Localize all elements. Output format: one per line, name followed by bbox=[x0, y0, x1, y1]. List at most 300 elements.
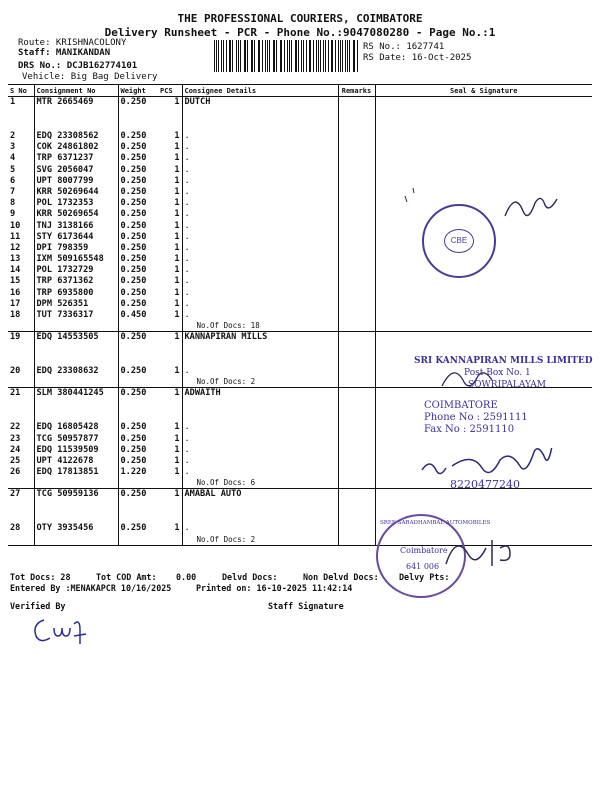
row-consignment: POL 1732729 bbox=[34, 265, 118, 276]
row-sno: 3 bbox=[10, 142, 16, 153]
row-sno: 26 bbox=[10, 467, 21, 478]
docs-count-row bbox=[8, 321, 592, 332]
row-remarks bbox=[338, 445, 375, 456]
row-remarks bbox=[338, 467, 375, 478]
row-consignee: . bbox=[182, 232, 338, 243]
delivery-points: Delvy Pts: bbox=[399, 572, 450, 582]
row-consignment: TRP 6371362 bbox=[34, 276, 118, 287]
route-label: Route: KRISHNACOLONY bbox=[18, 38, 127, 48]
row-consignment: EDQ 16805428 bbox=[34, 422, 118, 433]
row-pcs: 1 bbox=[174, 310, 180, 320]
spacer bbox=[158, 344, 182, 366]
row-seal-signature bbox=[375, 288, 592, 299]
row-weight: 0.250 bbox=[118, 299, 158, 310]
row-pcs: 1 bbox=[174, 164, 180, 175]
spacer bbox=[34, 109, 118, 131]
total-cod-label: Tot COD Amt: bbox=[96, 572, 157, 582]
spacer bbox=[375, 109, 592, 131]
spacer bbox=[118, 344, 158, 366]
docs-count: No.Of Docs: 18 bbox=[182, 321, 338, 332]
row-sno: 4 bbox=[10, 153, 16, 164]
row-weight: 0.250 bbox=[118, 265, 158, 276]
amabal-signature bbox=[440, 528, 530, 578]
printed-on: Printed on: 16-10-2025 11:42:14 bbox=[196, 583, 353, 593]
barcode-bar bbox=[331, 40, 332, 72]
row-remarks bbox=[338, 243, 375, 254]
row-consignee: . bbox=[182, 265, 338, 276]
row-remarks bbox=[338, 198, 375, 209]
barcode-bar bbox=[303, 40, 304, 72]
spacer bbox=[118, 478, 158, 489]
barcode-bar bbox=[254, 40, 255, 72]
row-sno: 2 bbox=[10, 131, 16, 141]
row-weight: 0.250 bbox=[118, 288, 158, 299]
total-docs: Tot Docs: 28 bbox=[10, 572, 71, 582]
row-weight: 0.250 bbox=[118, 176, 158, 187]
row-seal-signature bbox=[375, 310, 592, 321]
spacer bbox=[118, 109, 158, 131]
row-sno: 13 bbox=[10, 254, 21, 265]
row-consignee: . bbox=[182, 187, 338, 198]
row-remarks bbox=[338, 254, 375, 265]
row-consignment: UPT 4122678 bbox=[34, 456, 118, 467]
row-pcs: 1 bbox=[174, 175, 180, 186]
barcode-bar bbox=[301, 40, 302, 72]
table-row bbox=[8, 265, 592, 276]
spacer bbox=[182, 344, 338, 366]
barcode-bar bbox=[265, 40, 266, 72]
row-consignment: SVG 2056047 bbox=[34, 165, 118, 176]
row-remarks bbox=[338, 366, 375, 377]
amabal-seal-line: SREE SARADHAMBAL AUTOMOBILES bbox=[380, 520, 491, 526]
row-remarks bbox=[338, 422, 375, 433]
row-consignee: . bbox=[182, 288, 338, 299]
row-remarks bbox=[338, 187, 375, 198]
kannapiran-stamp-line: SRI KANNAPIRAN MILLS LIMITED bbox=[414, 356, 593, 366]
table-row bbox=[8, 131, 592, 142]
barcode-bar bbox=[247, 40, 248, 72]
company-name: THE PROFESSIONAL COURIERS, COIMBATORE bbox=[177, 12, 423, 25]
row-consignee: . bbox=[182, 131, 338, 142]
row-weight: 0.250 bbox=[118, 366, 158, 377]
table-row bbox=[8, 332, 592, 345]
row-remarks bbox=[338, 131, 375, 142]
table-row bbox=[8, 165, 592, 176]
row-consignment: SLM 380441245 bbox=[34, 388, 118, 401]
kannapiran-stamp-line: Phone No : 2591111 bbox=[424, 412, 528, 423]
row-remarks bbox=[338, 153, 375, 164]
spacer bbox=[158, 535, 182, 546]
row-pcs: 1 bbox=[174, 254, 180, 265]
row-sno: 17 bbox=[10, 298, 21, 309]
table-row bbox=[8, 254, 592, 265]
row-consignee: . bbox=[182, 310, 338, 321]
row-remarks bbox=[338, 434, 375, 445]
row-pcs: 1 bbox=[174, 220, 180, 231]
kannapiran-stamp bbox=[408, 356, 593, 448]
barcode-bar bbox=[269, 40, 270, 72]
row-sno: 8 bbox=[10, 198, 16, 209]
amabal-seal-line: 641 006 bbox=[406, 562, 440, 571]
row-weight: 1.220 bbox=[118, 467, 158, 478]
barcode-bar bbox=[232, 40, 233, 72]
barcode-bar bbox=[291, 40, 292, 72]
row-pcs: 1 bbox=[174, 198, 180, 209]
barcode-bar bbox=[357, 40, 358, 72]
row-weight: 0.250 bbox=[118, 209, 158, 220]
row-pcs: 1 bbox=[174, 209, 180, 220]
barcode-bar bbox=[310, 40, 311, 72]
docs-count: No.Of Docs: 6 bbox=[182, 478, 338, 489]
spacer bbox=[34, 377, 118, 388]
row-sno: 19 bbox=[8, 332, 34, 345]
spacer bbox=[34, 400, 118, 422]
row-pcs: 1 bbox=[158, 97, 182, 110]
col-pcs: PCS bbox=[158, 85, 182, 97]
spacer bbox=[158, 501, 182, 523]
row-consignment: TUT 7336317 bbox=[34, 310, 118, 321]
amabal-seal-line: Coimbatore bbox=[400, 546, 448, 555]
row-sno: 22 bbox=[10, 422, 21, 433]
row-consignee: . bbox=[182, 276, 338, 287]
row-sno: 16 bbox=[10, 287, 21, 298]
spacer bbox=[8, 400, 34, 422]
row-consignment: EDQ 23308562 bbox=[34, 131, 118, 142]
row-remarks bbox=[338, 388, 375, 401]
row-pcs: 1 bbox=[174, 523, 180, 534]
row-sno: 11 bbox=[10, 231, 21, 242]
rs-date: RS Date: 16-Oct-2025 bbox=[363, 53, 472, 63]
row-consignment: TCG 50959136 bbox=[34, 489, 118, 502]
row-consignee: . bbox=[182, 176, 338, 187]
barcode-bar bbox=[281, 40, 282, 72]
row-consignment: EDQ 11539509 bbox=[34, 445, 118, 456]
spacer bbox=[34, 501, 118, 523]
row-consignment: TRP 6371237 bbox=[34, 153, 118, 164]
row-remarks bbox=[338, 288, 375, 299]
row-remarks bbox=[338, 209, 375, 220]
dutch-signature bbox=[395, 186, 565, 246]
vehicle-label: Vehicle: Big Bag Delivery bbox=[22, 72, 158, 82]
spacer bbox=[34, 478, 118, 489]
docs-count: No.Of Docs: 2 bbox=[182, 535, 338, 546]
col-weight: Weight bbox=[118, 85, 158, 97]
runsheet-title: Delivery Runsheet - PCR - Phone No.:9047080280 - Page No.:1 bbox=[104, 26, 496, 39]
table-header bbox=[8, 85, 592, 97]
col-sno: S No bbox=[8, 85, 34, 97]
row-remarks bbox=[338, 97, 375, 110]
barcode-bar bbox=[221, 40, 222, 72]
row-pcs: 1 bbox=[174, 287, 180, 298]
col-remarks: Remarks bbox=[338, 85, 375, 97]
non-delivered-docs: Non Delvd Docs: bbox=[303, 572, 379, 582]
row-consignee: . bbox=[182, 254, 338, 265]
row-consignment: STY 6173644 bbox=[34, 232, 118, 243]
row-remarks bbox=[338, 221, 375, 232]
row-consignment: OTY 3935456 bbox=[34, 523, 118, 534]
spacer bbox=[118, 377, 158, 388]
row-sno: 23 bbox=[10, 433, 21, 444]
row-weight: 0.250 bbox=[118, 434, 158, 445]
row-consignee: . bbox=[182, 299, 338, 310]
row-consignment: EDQ 14553505 bbox=[34, 332, 118, 345]
spacer bbox=[8, 321, 34, 332]
row-consignment: MTR 2665469 bbox=[34, 97, 118, 110]
row-consignment: EDQ 23308632 bbox=[34, 366, 118, 377]
row-consignee: . bbox=[182, 243, 338, 254]
drs-number: DRS No.: DCJB162774101 bbox=[18, 61, 138, 71]
row-consignment: TCG 50957877 bbox=[34, 434, 118, 445]
spacer bbox=[338, 344, 375, 366]
spacer bbox=[158, 400, 182, 422]
row-seal-signature bbox=[375, 276, 592, 287]
spacer bbox=[8, 478, 34, 489]
row-pcs: 1 bbox=[174, 231, 180, 242]
staff-signature-label: Staff Signature bbox=[268, 601, 344, 611]
row-pcs: 1 bbox=[174, 186, 180, 197]
dutch-seal-text: CBE bbox=[444, 229, 474, 253]
row-remarks bbox=[338, 456, 375, 467]
row-remarks bbox=[338, 176, 375, 187]
row-weight: 0.250 bbox=[118, 97, 158, 110]
barcode-bar bbox=[318, 40, 319, 72]
spacer bbox=[118, 501, 158, 523]
kannapiran-stamp-line: Fax No : 2591110 bbox=[424, 424, 515, 435]
row-sno: 9 bbox=[10, 209, 16, 220]
spacer bbox=[158, 109, 182, 131]
spacer bbox=[182, 109, 338, 131]
verified-by-label: Verified By bbox=[10, 601, 66, 611]
adwaith-phone: 8220477240 bbox=[450, 478, 520, 491]
table-row-spacer bbox=[8, 501, 592, 523]
spacer bbox=[338, 501, 375, 523]
barcode-bar bbox=[332, 40, 333, 72]
row-pcs: 1 bbox=[158, 388, 182, 401]
spacer bbox=[34, 344, 118, 366]
spacer bbox=[182, 501, 338, 523]
row-seal-signature bbox=[375, 153, 592, 164]
row-sno: 15 bbox=[10, 276, 21, 287]
kannapiran-stamp-line: COIMBATORE bbox=[424, 400, 498, 411]
row-weight: 0.250 bbox=[118, 243, 158, 254]
row-pcs: 1 bbox=[174, 242, 180, 253]
row-weight: 0.250 bbox=[118, 332, 158, 345]
row-pcs: 1 bbox=[158, 489, 182, 502]
row-pcs: 1 bbox=[174, 444, 180, 455]
kannapiran-stamp-line: SOWRIPALAYAM bbox=[468, 380, 546, 390]
barcode-bar bbox=[258, 40, 259, 72]
spacer bbox=[118, 321, 158, 332]
row-remarks bbox=[338, 265, 375, 276]
rs-number: RS No.: 1627741 bbox=[363, 42, 445, 52]
row-sno: 20 bbox=[10, 366, 21, 377]
table-row bbox=[8, 288, 592, 299]
row-consignee: . bbox=[182, 422, 338, 433]
row-remarks bbox=[338, 165, 375, 176]
row-consignment: DPM 526351 bbox=[34, 299, 118, 310]
row-sno: 27 bbox=[8, 489, 34, 502]
entered-by: Entered By :MENAKAPCR 10/16/2025 bbox=[10, 583, 172, 593]
row-seal-signature bbox=[375, 97, 592, 110]
row-pcs: 1 bbox=[174, 422, 180, 433]
row-seal-signature bbox=[375, 332, 592, 345]
row-consignee: . bbox=[182, 434, 338, 445]
spacer bbox=[158, 478, 182, 489]
barcode-bar bbox=[347, 40, 348, 72]
row-consignment: TNJ 3138166 bbox=[34, 221, 118, 232]
col-consignee: Consignee Details bbox=[182, 85, 338, 97]
row-consignee: KANNAPIRAN MILLS bbox=[182, 332, 338, 345]
row-pcs: 1 bbox=[174, 276, 180, 287]
spacer bbox=[338, 321, 375, 332]
docs-count: No.Of Docs: 2 bbox=[182, 377, 338, 388]
row-pcs: 1 bbox=[174, 433, 180, 444]
table-row bbox=[8, 97, 592, 110]
spacer bbox=[375, 321, 592, 332]
row-sno: 24 bbox=[10, 444, 21, 455]
table-row-spacer bbox=[8, 109, 592, 131]
barcode-bar bbox=[240, 40, 241, 72]
row-consignment: UPT 8007799 bbox=[34, 176, 118, 187]
spacer bbox=[34, 321, 118, 332]
row-weight: 0.250 bbox=[118, 489, 158, 502]
row-remarks bbox=[338, 276, 375, 287]
row-consignee: . bbox=[182, 198, 338, 209]
row-remarks bbox=[338, 232, 375, 243]
barcode-bar bbox=[340, 40, 341, 72]
verifier-initials bbox=[30, 614, 90, 650]
row-pcs: 1 bbox=[174, 153, 180, 164]
row-sno: 21 bbox=[8, 388, 34, 401]
row-weight: 0.250 bbox=[118, 221, 158, 232]
total-cod-value: 0.00 bbox=[176, 572, 197, 582]
barcode-bar bbox=[349, 40, 350, 72]
row-pcs: 1 bbox=[174, 455, 180, 466]
row-consignee: . bbox=[182, 445, 338, 456]
barcode-bar bbox=[236, 40, 237, 72]
row-weight: 0.450 bbox=[118, 310, 158, 321]
row-weight: 0.250 bbox=[118, 187, 158, 198]
spacer bbox=[158, 377, 182, 388]
row-sno: 12 bbox=[10, 242, 21, 253]
table-row bbox=[8, 299, 592, 310]
row-sno: 28 bbox=[10, 523, 21, 534]
kannapiran-stamp-line: Post Box No. 1 bbox=[464, 368, 531, 378]
row-sno: 1 bbox=[8, 97, 34, 110]
row-seal-signature bbox=[375, 299, 592, 310]
row-consignment: POL 1732353 bbox=[34, 198, 118, 209]
row-weight: 0.250 bbox=[118, 232, 158, 243]
row-consignee: AMABAL AUTO bbox=[182, 489, 338, 502]
barcode-bar bbox=[276, 40, 277, 72]
table-row bbox=[8, 310, 592, 321]
row-remarks bbox=[338, 310, 375, 321]
row-weight: 0.250 bbox=[118, 445, 158, 456]
staff-label: Staff: MANIKANDAN bbox=[18, 48, 111, 58]
spacer bbox=[338, 478, 375, 489]
row-sno: 10 bbox=[10, 220, 21, 231]
row-consignment: DPI 798359 bbox=[34, 243, 118, 254]
row-weight: 0.250 bbox=[118, 198, 158, 209]
row-sno: 5 bbox=[10, 164, 16, 175]
spacer bbox=[8, 501, 34, 523]
row-consignee: ADWAITH bbox=[182, 388, 338, 401]
row-pcs: 1 bbox=[174, 467, 180, 478]
row-sno: 25 bbox=[10, 455, 21, 466]
col-seal-signature: Seal & Signature bbox=[375, 85, 592, 97]
row-weight: 0.250 bbox=[118, 388, 158, 401]
spacer bbox=[118, 400, 158, 422]
spacer bbox=[338, 377, 375, 388]
row-pcs: 1 bbox=[174, 142, 180, 153]
row-pcs: 1 bbox=[174, 131, 180, 141]
row-consignee: DUTCH bbox=[182, 97, 338, 110]
spacer bbox=[158, 321, 182, 332]
spacer bbox=[182, 400, 338, 422]
row-consignment: TRP 6935800 bbox=[34, 288, 118, 299]
spacer bbox=[338, 109, 375, 131]
row-pcs: 1 bbox=[174, 265, 180, 276]
row-weight: 0.250 bbox=[118, 523, 158, 534]
barcode-bar bbox=[223, 40, 224, 72]
row-consignment: KRR 50269644 bbox=[34, 187, 118, 198]
row-sno: 18 bbox=[10, 310, 21, 320]
row-consignee: . bbox=[182, 456, 338, 467]
row-weight: 0.250 bbox=[118, 456, 158, 467]
row-weight: 0.250 bbox=[118, 254, 158, 265]
row-remarks bbox=[338, 523, 375, 534]
row-weight: 0.250 bbox=[118, 276, 158, 287]
row-pcs: 1 bbox=[174, 298, 180, 309]
row-pcs: 1 bbox=[174, 366, 180, 377]
table-row bbox=[8, 142, 592, 153]
spacer bbox=[338, 535, 375, 546]
spacer bbox=[118, 535, 158, 546]
row-consignee: . bbox=[182, 467, 338, 478]
row-sno: 6 bbox=[10, 175, 16, 186]
row-consignee: . bbox=[182, 142, 338, 153]
spacer bbox=[8, 109, 34, 131]
row-weight: 0.250 bbox=[118, 153, 158, 164]
table-row bbox=[8, 153, 592, 164]
row-seal-signature bbox=[375, 142, 592, 153]
row-pcs: 1 bbox=[158, 332, 182, 345]
row-remarks bbox=[338, 489, 375, 502]
row-consignee: . bbox=[182, 366, 338, 377]
row-consignment: EDQ 17813851 bbox=[34, 467, 118, 478]
drs-barcode bbox=[214, 40, 360, 72]
row-consignment: IXM 509165548 bbox=[34, 254, 118, 265]
row-seal-signature bbox=[375, 131, 592, 142]
spacer bbox=[34, 535, 118, 546]
spacer bbox=[8, 377, 34, 388]
row-weight: 0.250 bbox=[118, 165, 158, 176]
row-weight: 0.250 bbox=[118, 142, 158, 153]
col-consignment: Consignment No bbox=[34, 85, 118, 97]
delivered-docs: Delvd Docs: bbox=[222, 572, 278, 582]
row-sno: 7 bbox=[10, 186, 16, 197]
row-consignee: . bbox=[182, 221, 338, 232]
barcode-bar bbox=[289, 40, 290, 72]
table-row bbox=[8, 276, 592, 287]
row-sno: 14 bbox=[10, 265, 21, 276]
row-consignee: . bbox=[182, 165, 338, 176]
row-consignment: KRR 50269654 bbox=[34, 209, 118, 220]
spacer bbox=[8, 535, 34, 546]
spacer bbox=[8, 344, 34, 366]
row-remarks bbox=[338, 332, 375, 345]
row-consignee: . bbox=[182, 153, 338, 164]
